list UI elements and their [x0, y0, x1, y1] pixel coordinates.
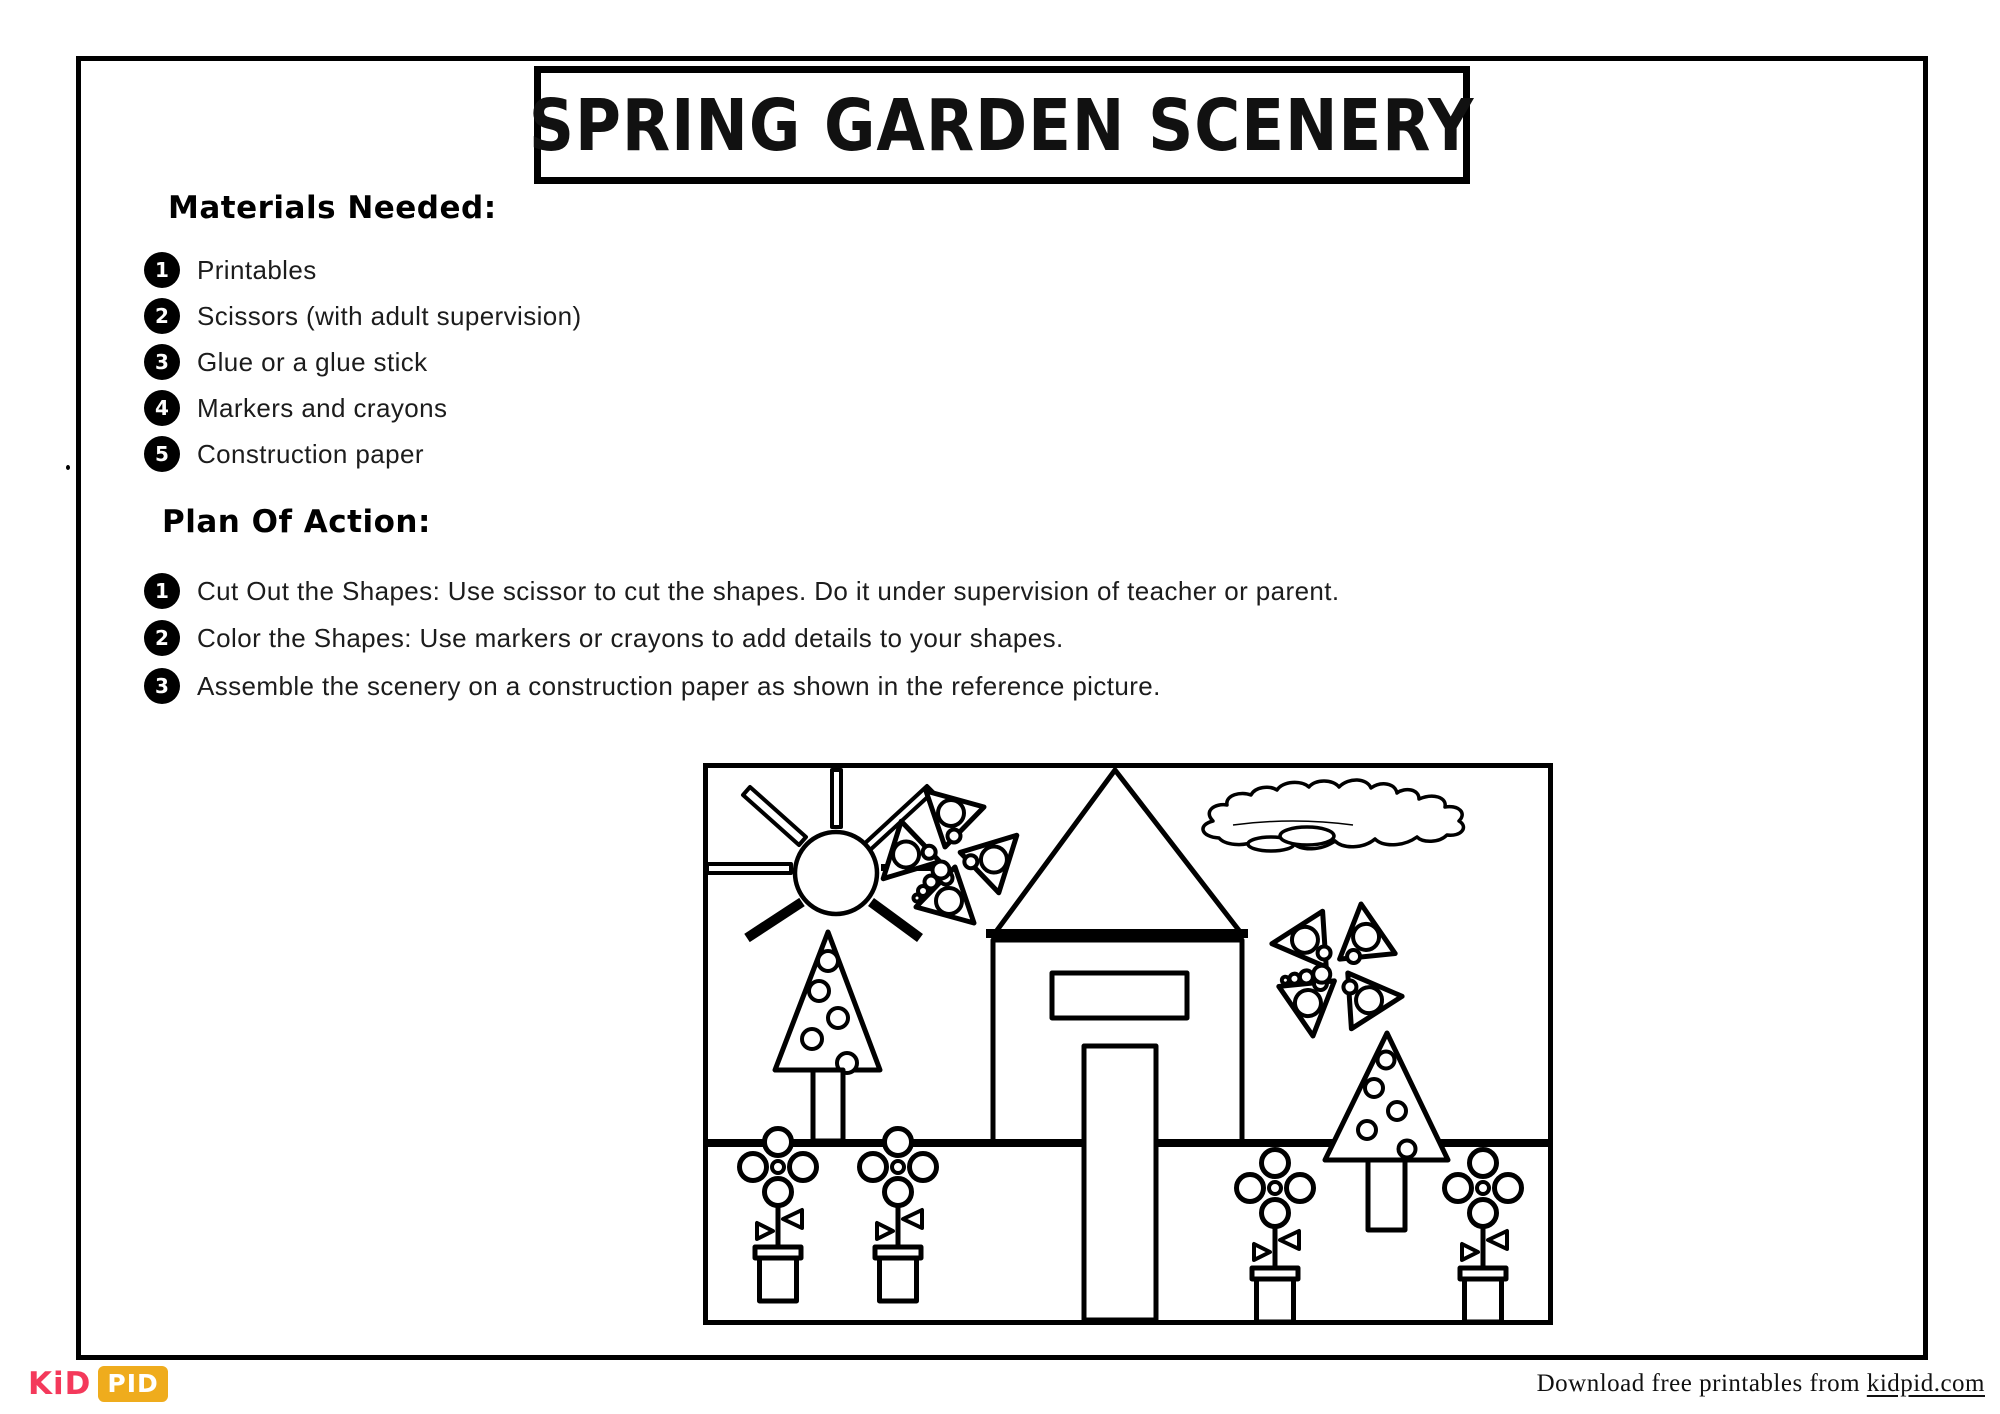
step-text: Cut Out the Shapes: Use scissor to cut the shapes. Do it under supervision of teacher or parent.: [197, 575, 1340, 606]
house-window: [1052, 973, 1187, 1018]
step-number-badge: 1: [144, 573, 180, 609]
material-label: Scissors (with adult supervision): [197, 300, 582, 331]
material-item: [144, 298, 582, 334]
material-item: [144, 390, 447, 426]
stray-ink-dot: [66, 465, 70, 470]
logo-kid-text: KiD: [28, 1366, 92, 1402]
material-label: Glue or a glue stick: [197, 346, 428, 377]
plan-step: [144, 573, 1340, 609]
house-door: [1084, 1046, 1156, 1320]
material-item: [144, 252, 317, 288]
title-box: [529, 66, 1475, 184]
logo-pid-badge: PID: [98, 1366, 167, 1402]
item-number-badge: 3: [144, 344, 180, 380]
step-number-badge: 2: [144, 620, 180, 656]
plan-heading: Plan Of Action:: [162, 504, 431, 540]
kidpid-logo: [28, 1366, 168, 1402]
material-label: Construction paper: [197, 438, 424, 469]
material-label: Printables: [197, 254, 317, 285]
plan-step: [144, 668, 1161, 704]
step-text: Assemble the scenery on a construction paper as shown in the reference picture.: [197, 670, 1161, 701]
step-text: Color the Shapes: Use markers or crayons to add details to your shapes.: [197, 622, 1064, 653]
material-item: [144, 436, 424, 472]
reference-picture: [703, 763, 1553, 1325]
materials-heading: Materials Needed:: [168, 190, 497, 226]
item-number-badge: 2: [144, 298, 180, 334]
kidpid-link[interactable]: kidpid.com: [1866, 1370, 1985, 1397]
item-number-badge: 5: [144, 436, 180, 472]
footer-tagline: [1537, 1370, 1985, 1398]
step-number-badge: 3: [144, 668, 180, 704]
page-title: SPRING GARDEN SCENERY: [529, 83, 1475, 167]
tagline-text: Download free printables from: [1536, 1370, 1861, 1397]
item-number-badge: 1: [144, 252, 180, 288]
plan-step: [144, 620, 1064, 656]
material-label: Markers and crayons: [197, 392, 448, 423]
item-number-badge: 4: [144, 390, 180, 426]
material-item: [144, 344, 428, 380]
